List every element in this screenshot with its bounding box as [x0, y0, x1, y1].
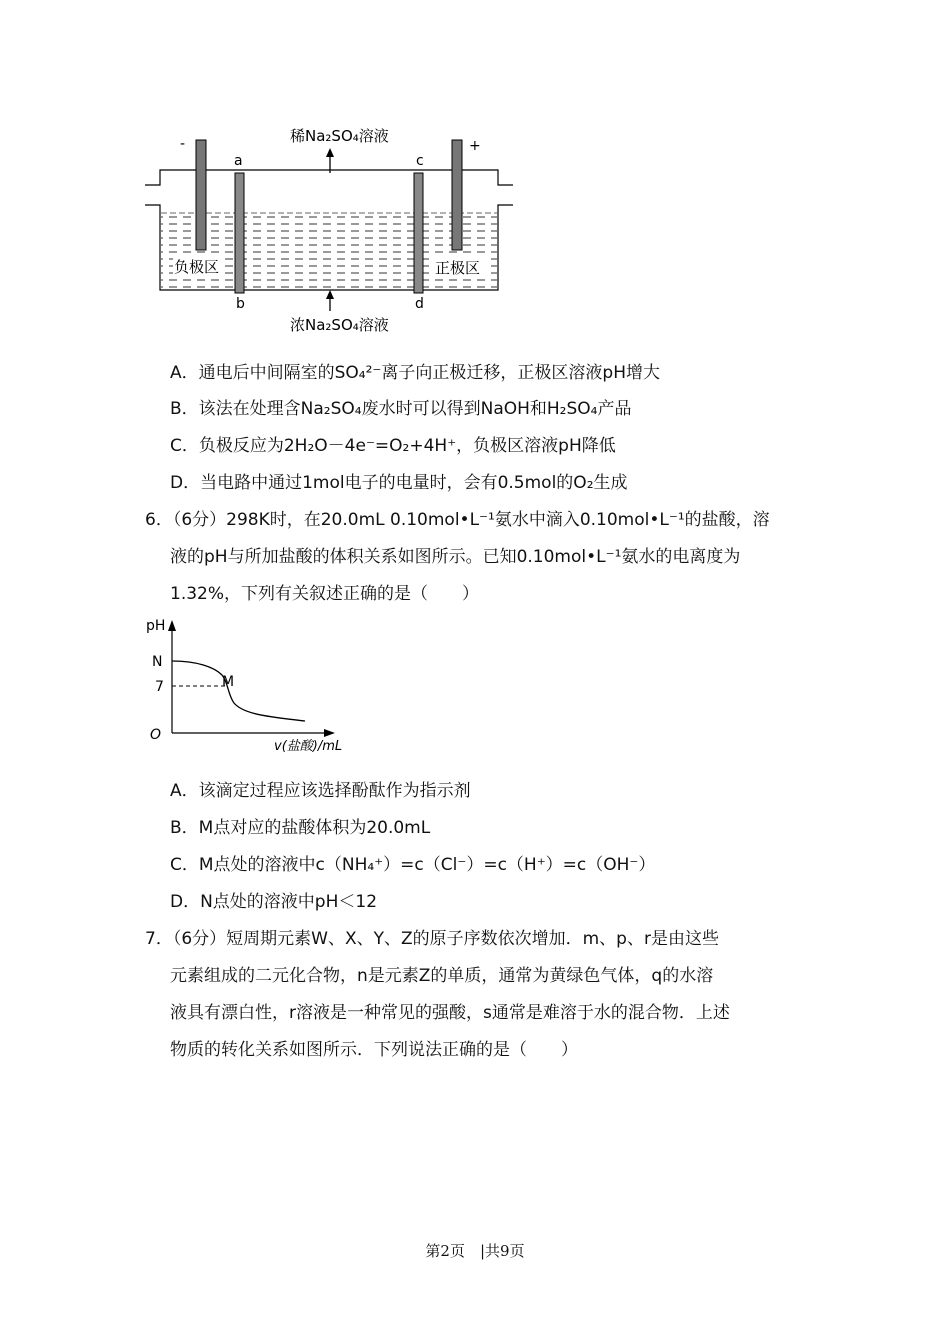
q6-option-a: A．该滴定过程应该选择酚酞作为指示剂 — [170, 781, 471, 801]
fig2-x-axis-label: v(盐酸)/mL — [274, 739, 343, 754]
q6-stem-line2: 液的pH与所加盐酸的体积关系如图所示。已知0.10mol•L⁻¹氨水的电离度为 — [170, 547, 741, 567]
fig2-origin-label: O — [150, 727, 162, 743]
titration-curve — [172, 661, 305, 721]
fig1-negative-zone: 负极区 — [174, 258, 220, 276]
fig1-label-a: a — [234, 153, 243, 169]
fig1-bottom-label: 浓Na₂SO₄溶液 — [290, 316, 389, 334]
fig2-n-label: N — [152, 654, 163, 670]
q5-option-a: A．通电后中间隔室的SO₄²⁻离子向正极迁移，正极区溶液pH增大 — [170, 363, 660, 383]
fig2-seven-label: 7 — [155, 679, 164, 695]
electrolysis-cell-figure — [140, 115, 520, 340]
q6-stem-line1: 6．（6分）298K时，在20.0mL 0.10mol•L⁻¹氨水中滴入0.10mol•L⁻¹的盐酸，溶 — [145, 510, 770, 530]
q5-option-b: B．该法在处理含Na₂SO₄废水时可以得到NaOH和H₂SO₄产品 — [170, 399, 632, 419]
fig1-label-d: d — [415, 296, 424, 312]
fig1-plus-sign: + — [469, 138, 481, 154]
fig1-positive-zone: 正极区 — [435, 259, 481, 277]
fig1-top-label: 稀Na₂SO₄溶液 — [290, 127, 389, 145]
q5-option-c: C．负极反应为2H₂O－4e⁻=O₂+4H⁺，负极区溶液pH降低 — [170, 436, 616, 456]
page-footer: 第2页 |共9页 — [425, 1242, 525, 1260]
titration-curve-figure — [142, 615, 347, 757]
fig1-label-c: c — [416, 153, 424, 169]
fig2-m-label: M — [222, 674, 235, 690]
q7-stem-line4: 物质的转化关系如图所示．下列说法正确的是（ ） — [170, 1040, 578, 1060]
q6-stem-line3: 1.32%，下列有关叙述正确的是（ ） — [170, 584, 480, 604]
fig2-y-axis-label: pH — [146, 618, 166, 634]
q7-stem-line2: 元素组成的二元化合物，n是元素Z的单质，通常为黄绿色气体，q的水溶 — [170, 966, 714, 986]
fig1-minus-sign: - — [180, 136, 186, 152]
q6-option-d: D．N点处的溶液中pH＜12 — [170, 892, 378, 912]
q7-stem-line1: 7．（6分）短周期元素W、X、Y、Z的原子序数依次增加．m、p、r是由这些 — [145, 929, 719, 949]
fig1-label-b: b — [236, 296, 245, 312]
q7-stem-line3: 液具有漂白性，r溶液是一种常见的强酸，s通常是难溶于水的混合物．上述 — [170, 1003, 730, 1023]
q6-option-b: B．M点对应的盐酸体积为20.0mL — [170, 818, 431, 838]
q5-option-d: D．当电路中通过1mol电子的电量时，会有0.5mol的O₂生成 — [170, 473, 628, 493]
q6-option-c: C．M点处的溶液中c（NH₄⁺）=c（Cl⁻）=c（H⁺）=c（OH⁻） — [170, 855, 656, 875]
